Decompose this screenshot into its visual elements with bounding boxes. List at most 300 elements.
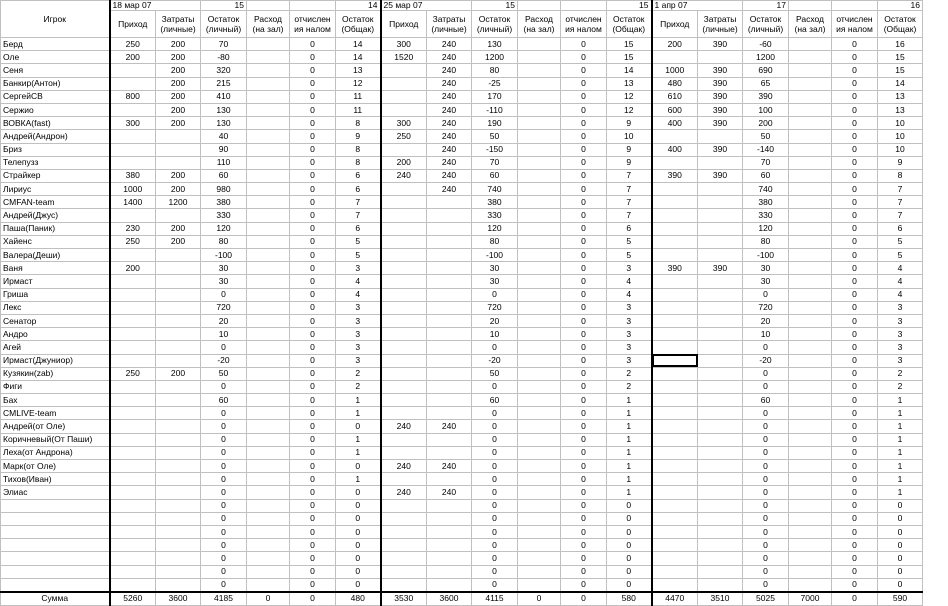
value-cell[interactable]: 13: [878, 103, 923, 116]
value-cell[interactable]: [247, 156, 290, 169]
value-cell[interactable]: [652, 525, 698, 538]
value-cell[interactable]: 0: [290, 288, 336, 301]
value-cell[interactable]: [652, 235, 698, 248]
value-cell[interactable]: [156, 486, 201, 499]
value-cell[interactable]: 0: [201, 460, 247, 473]
value-cell[interactable]: [789, 525, 832, 538]
value-cell[interactable]: [789, 301, 832, 314]
value-cell[interactable]: [427, 539, 472, 552]
value-cell[interactable]: 390: [652, 262, 698, 275]
value-cell[interactable]: [652, 156, 698, 169]
value-cell[interactable]: [381, 209, 427, 222]
value-cell[interactable]: [518, 196, 561, 209]
value-cell[interactable]: [247, 512, 290, 525]
value-cell[interactable]: 0: [290, 117, 336, 130]
value-cell[interactable]: 0: [832, 38, 878, 51]
value-cell[interactable]: [698, 156, 743, 169]
value-cell[interactable]: [427, 473, 472, 486]
value-cell[interactable]: 0: [561, 394, 607, 407]
value-cell[interactable]: 0: [561, 539, 607, 552]
value-cell[interactable]: [789, 499, 832, 512]
value-cell[interactable]: 390: [698, 77, 743, 90]
value-cell[interactable]: 70: [472, 156, 518, 169]
value-cell[interactable]: [110, 499, 156, 512]
value-cell[interactable]: [381, 512, 427, 525]
value-cell[interactable]: [247, 275, 290, 288]
value-cell[interactable]: [698, 565, 743, 578]
value-cell[interactable]: 0: [472, 420, 518, 433]
value-cell[interactable]: 0: [878, 539, 923, 552]
value-cell[interactable]: [518, 38, 561, 51]
value-cell[interactable]: 7: [878, 183, 923, 196]
value-cell[interactable]: [518, 183, 561, 196]
value-cell[interactable]: 30: [472, 275, 518, 288]
value-cell[interactable]: 12: [336, 77, 381, 90]
value-cell[interactable]: [789, 433, 832, 446]
value-cell[interactable]: [381, 394, 427, 407]
value-cell[interactable]: [247, 565, 290, 578]
value-cell[interactable]: [698, 407, 743, 420]
value-cell[interactable]: 0: [832, 499, 878, 512]
value-cell[interactable]: 0: [561, 341, 607, 354]
value-cell[interactable]: 0: [336, 486, 381, 499]
value-cell[interactable]: [381, 407, 427, 420]
value-cell[interactable]: [427, 235, 472, 248]
value-cell[interactable]: [247, 288, 290, 301]
value-cell[interactable]: 0: [472, 539, 518, 552]
value-cell[interactable]: [381, 64, 427, 77]
selected-cell[interactable]: [652, 354, 698, 367]
value-cell[interactable]: [156, 473, 201, 486]
player-name-cell[interactable]: Андрей(от Оле): [1, 420, 110, 433]
value-cell[interactable]: 0: [832, 512, 878, 525]
value-cell[interactable]: [247, 51, 290, 64]
value-cell[interactable]: 0: [832, 354, 878, 367]
value-cell[interactable]: [518, 222, 561, 235]
value-cell[interactable]: 380: [201, 196, 247, 209]
value-cell[interactable]: 0: [561, 499, 607, 512]
block-3-date[interactable]: 1 апр 07: [652, 1, 743, 11]
value-cell[interactable]: [381, 301, 427, 314]
value-cell[interactable]: [698, 512, 743, 525]
value-cell[interactable]: [698, 499, 743, 512]
value-cell[interactable]: [698, 341, 743, 354]
value-cell[interactable]: 250: [110, 235, 156, 248]
value-cell[interactable]: [381, 314, 427, 327]
player-name-cell[interactable]: Оле: [1, 51, 110, 64]
value-cell[interactable]: 0: [561, 262, 607, 275]
player-name-cell[interactable]: Лириус: [1, 183, 110, 196]
value-cell[interactable]: 8: [336, 156, 381, 169]
value-cell[interactable]: [156, 512, 201, 525]
player-name-cell[interactable]: Ирмаст: [1, 275, 110, 288]
value-cell[interactable]: [156, 262, 201, 275]
value-cell[interactable]: [789, 539, 832, 552]
value-cell[interactable]: 0: [290, 578, 336, 592]
value-cell[interactable]: 14: [336, 38, 381, 51]
value-cell[interactable]: 0: [561, 183, 607, 196]
value-cell[interactable]: 390: [698, 117, 743, 130]
value-cell[interactable]: 9: [607, 143, 652, 156]
value-cell[interactable]: 120: [743, 222, 789, 235]
value-cell[interactable]: [110, 486, 156, 499]
value-cell[interactable]: [518, 512, 561, 525]
value-cell[interactable]: 0: [743, 420, 789, 433]
value-cell[interactable]: 130: [201, 117, 247, 130]
value-cell[interactable]: 0: [561, 512, 607, 525]
value-cell[interactable]: 0: [472, 341, 518, 354]
value-cell[interactable]: [247, 183, 290, 196]
col-header-balance-personal[interactable]: Остаток (личный): [743, 11, 789, 38]
value-cell[interactable]: [110, 341, 156, 354]
value-cell[interactable]: 0: [561, 275, 607, 288]
summary-value-cell[interactable]: 7000: [789, 592, 832, 606]
value-cell[interactable]: 200: [381, 156, 427, 169]
value-cell[interactable]: 3: [336, 354, 381, 367]
value-cell[interactable]: 0: [201, 407, 247, 420]
value-cell[interactable]: 320: [201, 64, 247, 77]
value-cell[interactable]: 1: [607, 420, 652, 433]
value-cell[interactable]: [247, 367, 290, 380]
value-cell[interactable]: [381, 328, 427, 341]
player-name-cell[interactable]: Элиас: [1, 486, 110, 499]
value-cell[interactable]: 600: [652, 103, 698, 116]
value-cell[interactable]: 0: [832, 51, 878, 64]
value-cell[interactable]: [247, 103, 290, 116]
value-cell[interactable]: 20: [201, 314, 247, 327]
value-cell[interactable]: [247, 525, 290, 538]
value-cell[interactable]: [381, 446, 427, 459]
value-cell[interactable]: 200: [652, 38, 698, 51]
value-cell[interactable]: 0: [201, 288, 247, 301]
value-cell[interactable]: 3: [878, 301, 923, 314]
value-cell[interactable]: 0: [472, 512, 518, 525]
value-cell[interactable]: 0: [743, 486, 789, 499]
value-cell[interactable]: [381, 433, 427, 446]
value-cell[interactable]: -100: [472, 249, 518, 262]
col-header-cash-deduction[interactable]: отчислен ия налом: [290, 11, 336, 38]
value-cell[interactable]: [156, 539, 201, 552]
value-cell[interactable]: 0: [832, 394, 878, 407]
value-cell[interactable]: [381, 143, 427, 156]
value-cell[interactable]: 170: [472, 90, 518, 103]
value-cell[interactable]: 120: [472, 222, 518, 235]
value-cell[interactable]: 240: [427, 420, 472, 433]
value-cell[interactable]: [247, 130, 290, 143]
value-cell[interactable]: 740: [472, 183, 518, 196]
value-cell[interactable]: 0: [561, 367, 607, 380]
value-cell[interactable]: [247, 222, 290, 235]
value-cell[interactable]: 80: [201, 235, 247, 248]
value-cell[interactable]: 4: [607, 288, 652, 301]
value-cell[interactable]: [427, 578, 472, 592]
value-cell[interactable]: 0: [832, 77, 878, 90]
value-cell[interactable]: [698, 51, 743, 64]
value-cell[interactable]: 15: [878, 64, 923, 77]
value-cell[interactable]: 0: [336, 420, 381, 433]
value-cell[interactable]: 60: [201, 169, 247, 182]
value-cell[interactable]: 12: [607, 90, 652, 103]
value-cell[interactable]: 0: [832, 288, 878, 301]
value-cell[interactable]: 0: [743, 433, 789, 446]
value-cell[interactable]: 0: [561, 130, 607, 143]
value-cell[interactable]: 5: [607, 235, 652, 248]
value-cell[interactable]: [789, 143, 832, 156]
value-cell[interactable]: 0: [743, 473, 789, 486]
block-1-num1[interactable]: 15: [201, 1, 247, 11]
value-cell[interactable]: [427, 341, 472, 354]
value-cell[interactable]: 30: [743, 262, 789, 275]
summary-value-cell[interactable]: 0: [561, 592, 607, 606]
value-cell[interactable]: [427, 314, 472, 327]
value-cell[interactable]: [247, 473, 290, 486]
value-cell[interactable]: [381, 552, 427, 565]
value-cell[interactable]: [518, 235, 561, 248]
value-cell[interactable]: [156, 394, 201, 407]
value-cell[interactable]: [789, 117, 832, 130]
value-cell[interactable]: [381, 341, 427, 354]
value-cell[interactable]: [652, 552, 698, 565]
value-cell[interactable]: 1: [878, 394, 923, 407]
value-cell[interactable]: 0: [290, 473, 336, 486]
value-cell[interactable]: [789, 38, 832, 51]
value-cell[interactable]: 0: [832, 183, 878, 196]
value-cell[interactable]: 0: [743, 565, 789, 578]
value-cell[interactable]: 0: [743, 288, 789, 301]
value-cell[interactable]: [698, 446, 743, 459]
value-cell[interactable]: [789, 130, 832, 143]
value-cell[interactable]: 0: [290, 262, 336, 275]
value-cell[interactable]: 120: [201, 222, 247, 235]
value-cell[interactable]: 0: [878, 565, 923, 578]
value-cell[interactable]: 0: [472, 578, 518, 592]
value-cell[interactable]: [110, 552, 156, 565]
value-cell[interactable]: 200: [156, 77, 201, 90]
value-cell[interactable]: 240: [427, 169, 472, 182]
value-cell[interactable]: [381, 499, 427, 512]
value-cell[interactable]: [652, 209, 698, 222]
value-cell[interactable]: 0: [472, 486, 518, 499]
header-cell[interactable]: [832, 1, 878, 11]
summary-value-cell[interactable]: 3530: [381, 592, 427, 606]
value-cell[interactable]: 0: [201, 499, 247, 512]
value-cell[interactable]: 330: [201, 209, 247, 222]
player-name-cell[interactable]: СергейСВ: [1, 90, 110, 103]
value-cell[interactable]: 3: [878, 354, 923, 367]
value-cell[interactable]: 0: [561, 209, 607, 222]
value-cell[interactable]: 0: [832, 262, 878, 275]
value-cell[interactable]: 390: [698, 64, 743, 77]
value-cell[interactable]: 0: [832, 420, 878, 433]
value-cell[interactable]: [789, 262, 832, 275]
value-cell[interactable]: -80: [201, 51, 247, 64]
value-cell[interactable]: 0: [832, 525, 878, 538]
value-cell[interactable]: 0: [336, 539, 381, 552]
player-name-cell[interactable]: Бах: [1, 394, 110, 407]
value-cell[interactable]: 1200: [156, 196, 201, 209]
value-cell[interactable]: [110, 143, 156, 156]
value-cell[interactable]: [110, 380, 156, 393]
value-cell[interactable]: [110, 288, 156, 301]
value-cell[interactable]: 0: [832, 103, 878, 116]
value-cell[interactable]: [156, 249, 201, 262]
value-cell[interactable]: 0: [832, 117, 878, 130]
value-cell[interactable]: [427, 354, 472, 367]
value-cell[interactable]: 0: [290, 301, 336, 314]
value-cell[interactable]: 200: [156, 51, 201, 64]
value-cell[interactable]: [156, 499, 201, 512]
value-cell[interactable]: [698, 525, 743, 538]
value-cell[interactable]: 0: [743, 525, 789, 538]
player-name-cell[interactable]: Хайенс: [1, 235, 110, 248]
value-cell[interactable]: [789, 446, 832, 459]
value-cell[interactable]: 720: [472, 301, 518, 314]
summary-label[interactable]: Сумма: [1, 592, 110, 606]
value-cell[interactable]: 0: [201, 525, 247, 538]
value-cell[interactable]: [789, 64, 832, 77]
value-cell[interactable]: [652, 394, 698, 407]
value-cell[interactable]: [698, 235, 743, 248]
value-cell[interactable]: [518, 539, 561, 552]
value-cell[interactable]: 0: [290, 512, 336, 525]
col-header-expenses-personal[interactable]: Затраты (личные): [698, 11, 743, 38]
value-cell[interactable]: 0: [832, 473, 878, 486]
value-cell[interactable]: [427, 262, 472, 275]
value-cell[interactable]: -60: [743, 38, 789, 51]
player-name-cell[interactable]: Андрей(Андрон): [1, 130, 110, 143]
value-cell[interactable]: 240: [427, 38, 472, 51]
value-cell[interactable]: 1000: [110, 183, 156, 196]
value-cell[interactable]: [247, 460, 290, 473]
value-cell[interactable]: 0: [472, 380, 518, 393]
value-cell[interactable]: [427, 394, 472, 407]
value-cell[interactable]: 1: [607, 433, 652, 446]
value-cell[interactable]: 0: [832, 143, 878, 156]
value-cell[interactable]: [427, 275, 472, 288]
value-cell[interactable]: 200: [156, 103, 201, 116]
player-name-cell[interactable]: Ваня: [1, 262, 110, 275]
value-cell[interactable]: [698, 314, 743, 327]
value-cell[interactable]: 0: [290, 169, 336, 182]
value-cell[interactable]: 2: [336, 367, 381, 380]
value-cell[interactable]: 10: [201, 328, 247, 341]
header-cell[interactable]: [247, 1, 290, 11]
value-cell[interactable]: 380: [472, 196, 518, 209]
value-cell[interactable]: 12: [607, 103, 652, 116]
player-name-cell[interactable]: ВОВКА(fast): [1, 117, 110, 130]
value-cell[interactable]: [698, 196, 743, 209]
summary-value-cell[interactable]: 0: [832, 592, 878, 606]
value-cell[interactable]: 1: [336, 394, 381, 407]
value-cell[interactable]: [652, 222, 698, 235]
value-cell[interactable]: 390: [698, 90, 743, 103]
value-cell[interactable]: 240: [427, 51, 472, 64]
value-cell[interactable]: [789, 103, 832, 116]
value-cell[interactable]: [789, 486, 832, 499]
value-cell[interactable]: 60: [472, 394, 518, 407]
value-cell[interactable]: [518, 380, 561, 393]
value-cell[interactable]: 0: [290, 143, 336, 156]
value-cell[interactable]: [698, 552, 743, 565]
value-cell[interactable]: 0: [290, 380, 336, 393]
value-cell[interactable]: 10: [472, 328, 518, 341]
value-cell[interactable]: 0: [290, 130, 336, 143]
value-cell[interactable]: 240: [427, 143, 472, 156]
value-cell[interactable]: 0: [832, 314, 878, 327]
value-cell[interactable]: 390: [698, 38, 743, 51]
player-name-cell[interactable]: CMFAN-team: [1, 196, 110, 209]
summary-value-cell[interactable]: 4115: [472, 592, 518, 606]
value-cell[interactable]: 3: [336, 301, 381, 314]
summary-value-cell[interactable]: 0: [518, 592, 561, 606]
value-cell[interactable]: [518, 209, 561, 222]
value-cell[interactable]: [110, 77, 156, 90]
value-cell[interactable]: 200: [156, 235, 201, 248]
value-cell[interactable]: 0: [832, 446, 878, 459]
value-cell[interactable]: 50: [472, 367, 518, 380]
value-cell[interactable]: 0: [607, 539, 652, 552]
value-cell[interactable]: 0: [561, 328, 607, 341]
value-cell[interactable]: [518, 446, 561, 459]
value-cell[interactable]: [518, 64, 561, 77]
value-cell[interactable]: [156, 420, 201, 433]
value-cell[interactable]: 30: [743, 275, 789, 288]
value-cell[interactable]: [789, 512, 832, 525]
value-cell[interactable]: 0: [290, 156, 336, 169]
value-cell[interactable]: 2: [607, 380, 652, 393]
summary-value-cell[interactable]: 3600: [427, 592, 472, 606]
summary-value-cell[interactable]: 0: [290, 592, 336, 606]
col-header-expenses-personal[interactable]: Затраты (личные): [427, 11, 472, 38]
value-cell[interactable]: -20: [201, 354, 247, 367]
value-cell[interactable]: 0: [290, 38, 336, 51]
value-cell[interactable]: 0: [832, 433, 878, 446]
value-cell[interactable]: [518, 433, 561, 446]
player-name-cell[interactable]: Сеня: [1, 64, 110, 77]
value-cell[interactable]: 15: [607, 38, 652, 51]
value-cell[interactable]: [698, 460, 743, 473]
value-cell[interactable]: [789, 473, 832, 486]
value-cell[interactable]: 65: [743, 77, 789, 90]
value-cell[interactable]: 0: [290, 565, 336, 578]
value-cell[interactable]: 0: [561, 77, 607, 90]
value-cell[interactable]: 0: [743, 341, 789, 354]
value-cell[interactable]: 0: [561, 380, 607, 393]
value-cell[interactable]: 0: [743, 367, 789, 380]
value-cell[interactable]: [247, 354, 290, 367]
value-cell[interactable]: 0: [472, 446, 518, 459]
value-cell[interactable]: 0: [561, 288, 607, 301]
value-cell[interactable]: 0: [472, 552, 518, 565]
value-cell[interactable]: [652, 328, 698, 341]
value-cell[interactable]: 980: [201, 183, 247, 196]
value-cell[interactable]: 7: [607, 169, 652, 182]
value-cell[interactable]: 0: [832, 64, 878, 77]
value-cell[interactable]: [156, 380, 201, 393]
summary-value-cell[interactable]: 3510: [698, 592, 743, 606]
value-cell[interactable]: 0: [290, 64, 336, 77]
value-cell[interactable]: [110, 156, 156, 169]
value-cell[interactable]: 80: [472, 235, 518, 248]
value-cell[interactable]: [518, 301, 561, 314]
value-cell[interactable]: [698, 183, 743, 196]
value-cell[interactable]: 0: [743, 539, 789, 552]
value-cell[interactable]: [247, 552, 290, 565]
value-cell[interactable]: 4: [878, 262, 923, 275]
value-cell[interactable]: 0: [290, 539, 336, 552]
value-cell[interactable]: [652, 288, 698, 301]
value-cell[interactable]: [247, 38, 290, 51]
